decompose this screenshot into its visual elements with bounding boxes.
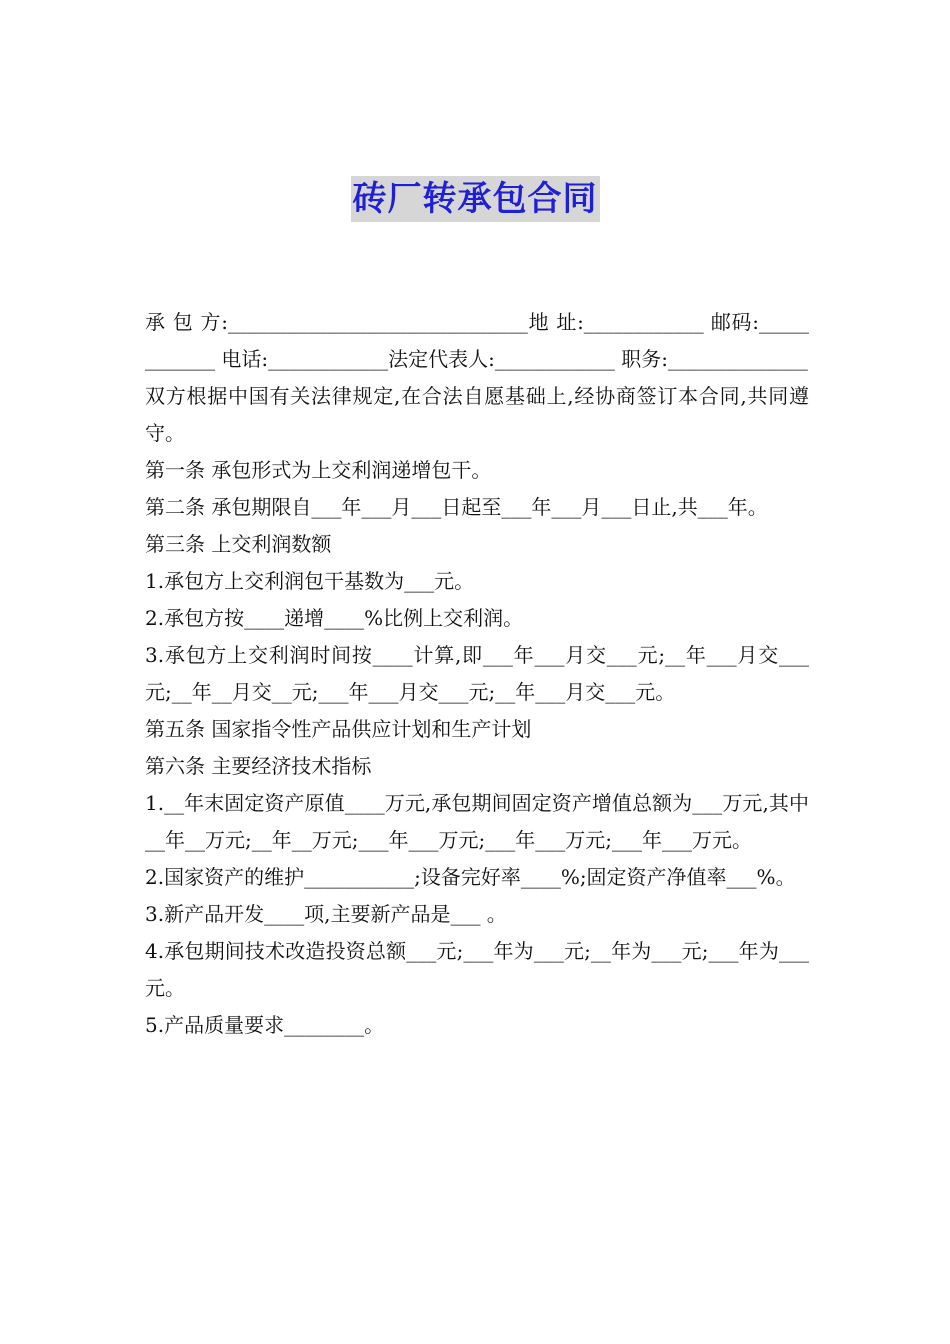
- document-title: 砖厂转承包合同: [351, 176, 600, 222]
- intro-paragraph: 双方根据中国有关法律规定,在合法自愿基础上,经协商签订本合同,共同遵守。: [145, 384, 809, 445]
- header-fields: 承 包 方:______________________________地 址:____________ 邮码:____________ 电话:____________法定代表人:____________ 职务:______________: [145, 310, 809, 371]
- article-3-heading: 第三条 上交利润数额: [145, 532, 332, 556]
- article-2: 第二条 承包期限自___年___月___日起至___年___月___日止,共___年。: [145, 495, 768, 519]
- article-6-item-3: 3.新产品开发____项,主要新产品是___ 。: [145, 902, 507, 926]
- article-3-item-3: 3.承包方上交利润时间按____计算,即___年___月交___元;__年___月交___元;__年__月交__元;___年___月交___元;__年___月交___元。: [145, 643, 809, 704]
- article-3-item-2: 2.承包方按____递增____%比例上交利润。: [145, 606, 524, 630]
- article-3-item-1: 1.承包方上交利润包干基数为___元。: [145, 569, 475, 593]
- article-6-item-1: 1.__年末固定资产原值____万元,承包期间固定资产增值总额为___万元,其中__年__万元;__年__万元;___年___万元;___年___万元;___年___万元。: [145, 791, 809, 852]
- title-area: [0, 176, 950, 222]
- article-5-heading: 第五条 国家指令性产品供应计划和生产计划: [145, 717, 532, 741]
- article-6-item-5: 5.产品质量要求________。: [145, 1013, 385, 1037]
- article-6-item-2: 2.国家资产的维护___________;设备完好率____%;固定资产净值率___%。: [145, 865, 796, 889]
- article-1: 第一条 承包形式为上交利润递增包干。: [145, 458, 492, 482]
- contract-body: [145, 304, 809, 1044]
- article-6-item-4: 4.承包期间技术改造投资总额___元;___年为___元;__年为___元;___年为___元。: [145, 939, 809, 1000]
- article-6-heading: 第六条 主要经济技术指标: [145, 754, 372, 778]
